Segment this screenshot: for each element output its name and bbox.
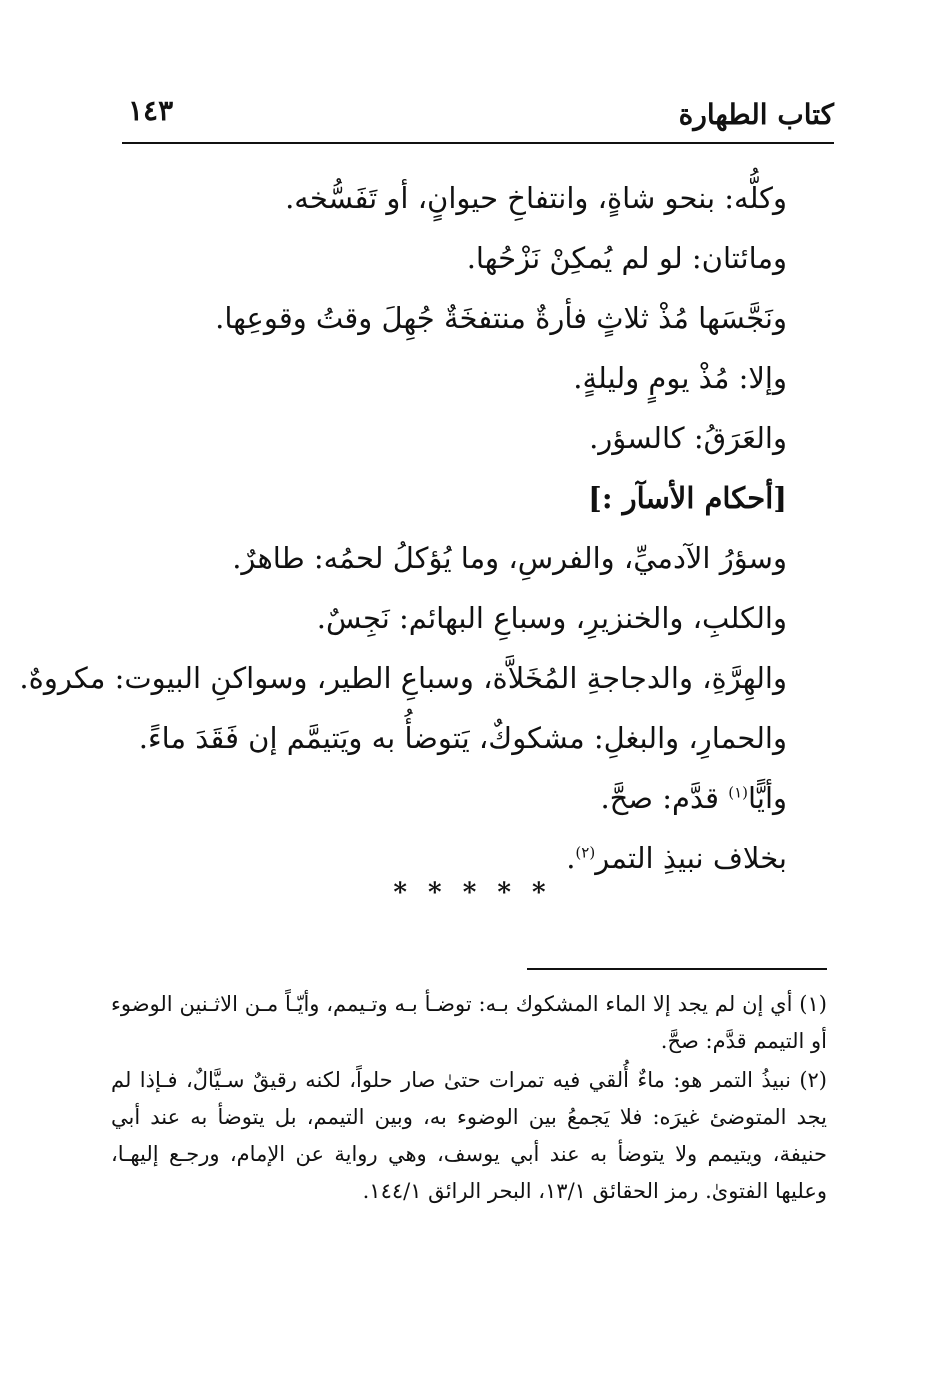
text-line: والعَرَقُ: كالسؤر. [589,421,787,455]
section-heading: [أحكام الأسآر :] [588,481,787,515]
text-line [107,768,787,828]
text-line: وسؤرُ الآدميِّ، والفرسِ، وما يُؤكلُ لحمُه: طاهرٌ. [232,541,787,575]
footnotes [111,986,827,1212]
page-header [122,92,834,144]
text-fragment: . [566,841,576,875]
text-line: وكلُّه: بنحو شاةٍ، وانتفاخِ حيوانٍ، أو تَفَسُّخه. [285,181,787,215]
text-fragment: قدَّم: صحَّ. [600,781,729,815]
footnote-marker-1[interactable]: (١) [728,783,749,802]
section-separator: * * * * * [393,878,552,908]
text-fragment: وأيًّا [748,781,787,815]
main-text [19,168,787,888]
footnote-marker-2[interactable]: (٢) [575,843,596,862]
text-line: ومائتان: لو لم يُمكِنْ نَزْحُها. [466,241,787,275]
text-fragment: بخلاف نبيذِ التمر [595,841,787,875]
text-line: وإلا: مُذْ يومٍ وليلةٍ. [573,361,787,395]
text-line: والهِرَّةِ، والدجاجةِ المُخَلاَّة، وسباعِ الطير، وسواكنِ البيوت: مكروهٌ. [19,661,787,695]
footnote-rule [527,968,827,970]
footnote-2: (٢) نبيذُ التمر هو: ماءٌ أُلقي فيه تمرات حتىٰ صار حلواً، لكنه رقيقٌ سـيَّالٌ، فـإذا لم يجد المتوضئ غيرَه: فلا يَجمعُ بين الوضوء به، وبين التيمم، بل يتوضأ به عند أبي حنيفة، ويتيمم ولا يتوضأ به عند أبي يوسف، وهي رواية عن الإمام، ورجـع إليهـا، وعليها الفتوىٰ. رمز الحقائق ١٣/١، البحر الرائق ١٤٤/١. [111,1068,827,1203]
text-line: والكلبِ، والخنزيرِ، وسباعِ البهائم: نَجِسٌ. [316,601,787,635]
page-number: ١٤٣ [128,94,174,127]
chapter-title: كتاب الطهارة [678,98,834,131]
footnote-1: (١) أي إن لم يجد إلا الماء المشكوك بـه: توضـأ بـه وتـيمم، وأيّـاً مـن الاثـنين الوضوء أو التيمم قدَّم: صحَّ. [111,992,827,1053]
text-line: والحمارِ، والبغلِ: مشكوكٌ، يَتوضأُ به ويَتيمَّم إن فَقَدَ ماءً. [138,721,787,755]
text-line: ونَجَّسَها مُذْ ثلاثٍ فأرةٌ منتفخَةٌ جُهِلَ وقتُ وقوعِها. [215,301,787,335]
